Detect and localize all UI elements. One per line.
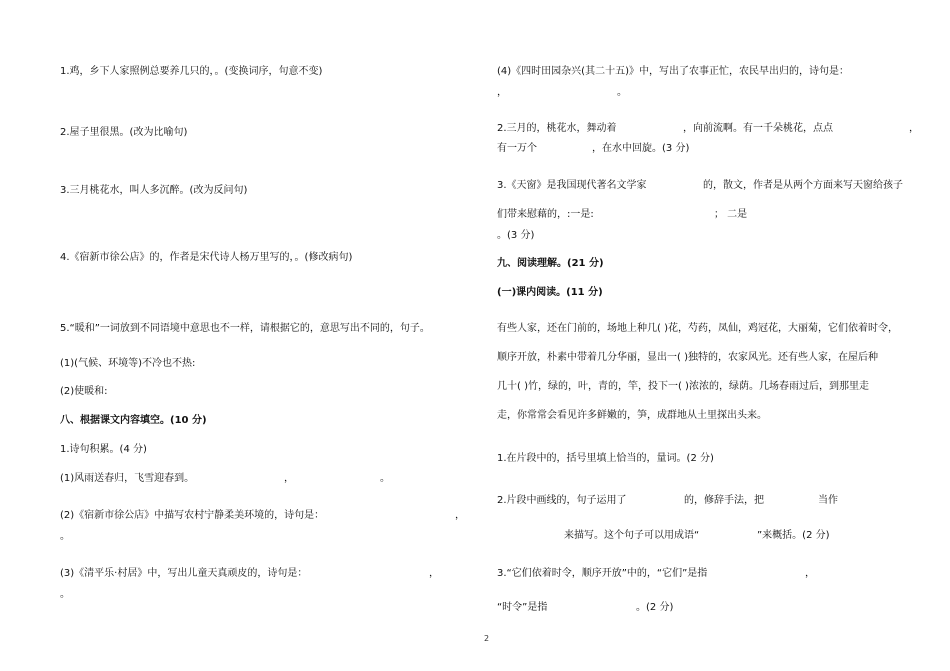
question-4: 4.《宿新市徐公店》的，作者是宋代诗人杨万里写的，。(修改病句): [60, 252, 353, 263]
blank-comma: ，: [429, 568, 439, 579]
r-reading-q3-b: “时令”是指: [497, 602, 548, 613]
r-q3-part-e: 。(3 分): [497, 230, 535, 241]
blank-period: 。: [617, 87, 627, 98]
r-reading-q2-a: 2.片段中画线的，句子运用了: [497, 495, 627, 506]
section-9-heading: 九、阅读理解。(21 分): [497, 258, 604, 269]
question-5: 5.“暖和”一词放到不同语境中意思也不一样，请根据它的，意思写出不同的，句子。: [60, 323, 430, 334]
blank-comma: ，: [909, 123, 919, 134]
r-q2-part-b: ，向前流啊。有一千朵桃花，点点: [683, 123, 833, 134]
r-reading-q3-c: 。(2 分): [636, 602, 674, 613]
r-reading-q1: 1.在片段中的，括号里填上恰当的，量词。(2 分): [497, 453, 714, 464]
r-q2-part-d: ，在水中回旋。(3 分): [592, 143, 690, 154]
blank-period: 。: [60, 531, 70, 542]
blank-comma: ，: [284, 473, 294, 484]
blank-period: 。: [380, 473, 390, 484]
r-q2-part-c: 有一万个: [497, 143, 537, 154]
blank-comma: ，: [805, 568, 815, 579]
page-number: 2: [484, 634, 490, 643]
r-reading-q2-c: 当作: [818, 495, 838, 506]
r-q3-part-c: 们带来慰藉的，:一是:: [497, 209, 594, 220]
passage-line-4: 走，你常常会看见许多鲜嫩的，笋，成群地从土里探出头来。: [497, 410, 767, 421]
r-q3-part-a: 3.《天窗》是我国现代著名文学家: [497, 180, 647, 191]
r-reading-q2-d: 来描写。这个句子可以用成语“: [564, 530, 700, 541]
r-q3-part-b: 的，散文，作者是从两个方面来写天窗给孩子: [703, 180, 903, 191]
passage-line-2: 顺序开放，朴素中带着几分华丽，显出一( )独特的，农家风光。还有些人家，在屋后种: [497, 352, 878, 363]
blank-comma: ，: [455, 510, 465, 521]
r-question-4: (4)《四时田园杂兴(其二十五)》中，写出了农事正忙，农民早出归的，诗句是：: [497, 66, 849, 77]
blank-comma: ，: [497, 87, 507, 98]
s8-question-1-3: (3)《清平乐·村居》中，写出儿童天真顽皮的，诗句是：: [60, 568, 308, 579]
s8-question-1: 1.诗句积累。(4 分): [60, 444, 147, 455]
r-reading-q3-a: 3.“它们依着时令，顺序开放”中的，“它们”是指: [497, 568, 708, 579]
subsection-1-heading: (一)课内阅读。(11 分): [497, 287, 603, 298]
question-5-2: (2)使暖和:: [60, 386, 108, 397]
question-1: 1.鸡，乡下人家照例总要养几只的，。(变换词序，句意不变): [60, 66, 323, 77]
section-8-heading: 八、根据课文内容填空。(10 分): [60, 415, 207, 426]
r-q3-part-d: ； 二是: [714, 209, 748, 220]
r-reading-q2-b: 的，修辞手法，把: [684, 495, 764, 506]
r-q2-part-a: 2.三月的，桃花水，舞动着: [497, 123, 617, 134]
question-3: 3.三月桃花水，叫人多沉醉。(改为反问句): [60, 185, 248, 196]
s8-question-1-2: (2)《宿新市徐公店》中描写农村宁静柔美环境的，诗句是：: [60, 510, 325, 521]
blank-period: 。: [60, 589, 70, 600]
passage-line-3: 几十( )竹，绿的，叶，青的，竿，投下一( )浓浓的，绿荫。几场春雨过后，到那里走: [497, 381, 869, 392]
s8-question-1-1: (1)风雨送春归，飞雪迎春到。: [60, 473, 195, 484]
r-reading-q2-e: ”来概括。(2 分): [757, 530, 830, 541]
passage-line-1: 有些人家，还在门前的，场地上种几( )花，芍药，凤仙，鸡冠花，大丽菊，它们依着时令，: [497, 323, 898, 334]
question-2: 2.屋子里很黑。(改为比喻句): [60, 127, 188, 138]
question-5-1: (1)(气候、环境等)不冷也不热:: [60, 358, 196, 369]
